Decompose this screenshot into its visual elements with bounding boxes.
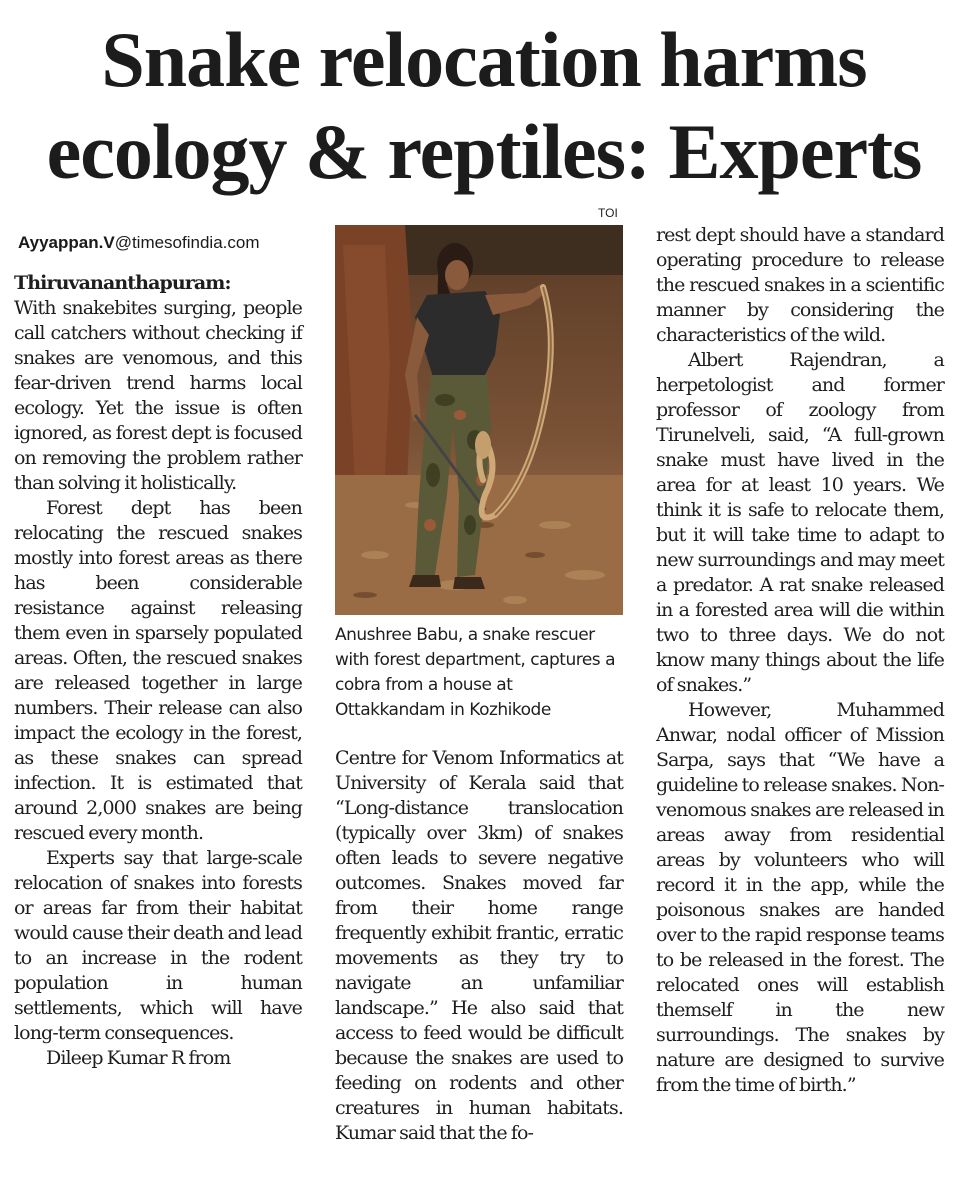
- dateline: Thiruvananthapuram:: [14, 272, 231, 294]
- photo-snake-rescuer-icon: [335, 225, 623, 615]
- paragraph: Centre for Venom Informatics at University of Kerala said that “Long-distance translocation (typically over 3km) of snakes often leads to severe negative outcomes. Snakes moved far from their home range frequently exhibit frantic, erratic movements as they try to navigate an unfamiliar landscape.” He also said that access to feed would be difficult because the snakes are used to feeding on rodents and other creatures in human habitats. Kumar said that the fo-: [335, 747, 623, 1144]
- paragraph: Thiruvananthapuram: With snakebites surging, people call catchers without checking if snakes are venomous, and this fear-driven trend harms local ecology. Yet the issue is often ignored, as forest dept is focused on removing the problem rather than solving it holistically.: [14, 272, 302, 494]
- paragraph: Dileep Kumar R from: [46, 1047, 231, 1069]
- article-column-3: [656, 223, 944, 1098]
- article-column-2: [335, 746, 623, 1146]
- paragraph: Experts say that large-scale relocation of snakes into forests or areas far from their habitat would cause their death and lead to an increase in the rodent population in human settlements, which will have long-term consequences.: [14, 847, 302, 1044]
- byline-author: Ayyappan.V: [18, 233, 115, 252]
- byline-domain: @timesofindia.com: [114, 233, 260, 252]
- paragraph: rest dept should have a standard operating procedure to release the rescued snakes in a scientific manner by considering the characteristics of the wild.: [656, 224, 944, 346]
- paragraph: However, Muhammed Anwar, nodal officer of Mission Sarpa, says that “We have a guideline to release snakes. Non-venomous snakes are released in areas away from residential areas by volunteers who will record it in the app, while the poisonous snakes are handed over to the rapid response teams to be released in the forest. The relocated ones will establish themself in the new surroundings. The snakes by nature are designed to survive from the time of birth.”: [656, 699, 944, 1096]
- paragraph: Albert Rajendran, a herpetologist and former professor of zoology from Tirunelveli, said, “A full-grown snake must have lived in the area for at least 10 years. We think it is safe to relocate them, but it will take time to adapt to new surroundings and may meet a predator. A rat snake released in a forested area will die within two to three days. We do not know many things about the life of snakes.”: [656, 349, 944, 696]
- article-column-1: [14, 271, 302, 1071]
- photo-credit: TOI: [598, 206, 618, 220]
- article-photo: [335, 225, 623, 615]
- headline: Snake relocation harms ecology & reptiles: Experts: [46, 16, 922, 195]
- paragraph: Forest dept has been relocating the rescued snakes mostly into forest areas as there has been considerable resistance against releasing them even in sparsely populated areas. Often, the rescued snakes are released together in large numbers. Their release can also impact the ecology in the forest, as these snakes can spread infection. It is estimated that around 2,000 snakes are being rescued every month.: [14, 497, 302, 844]
- byline: [18, 233, 260, 253]
- photo-caption: Anushree Babu, a snake rescuer with forest department, captures a cobra from a house at Ottakkandam in Kozhikode: [335, 625, 615, 720]
